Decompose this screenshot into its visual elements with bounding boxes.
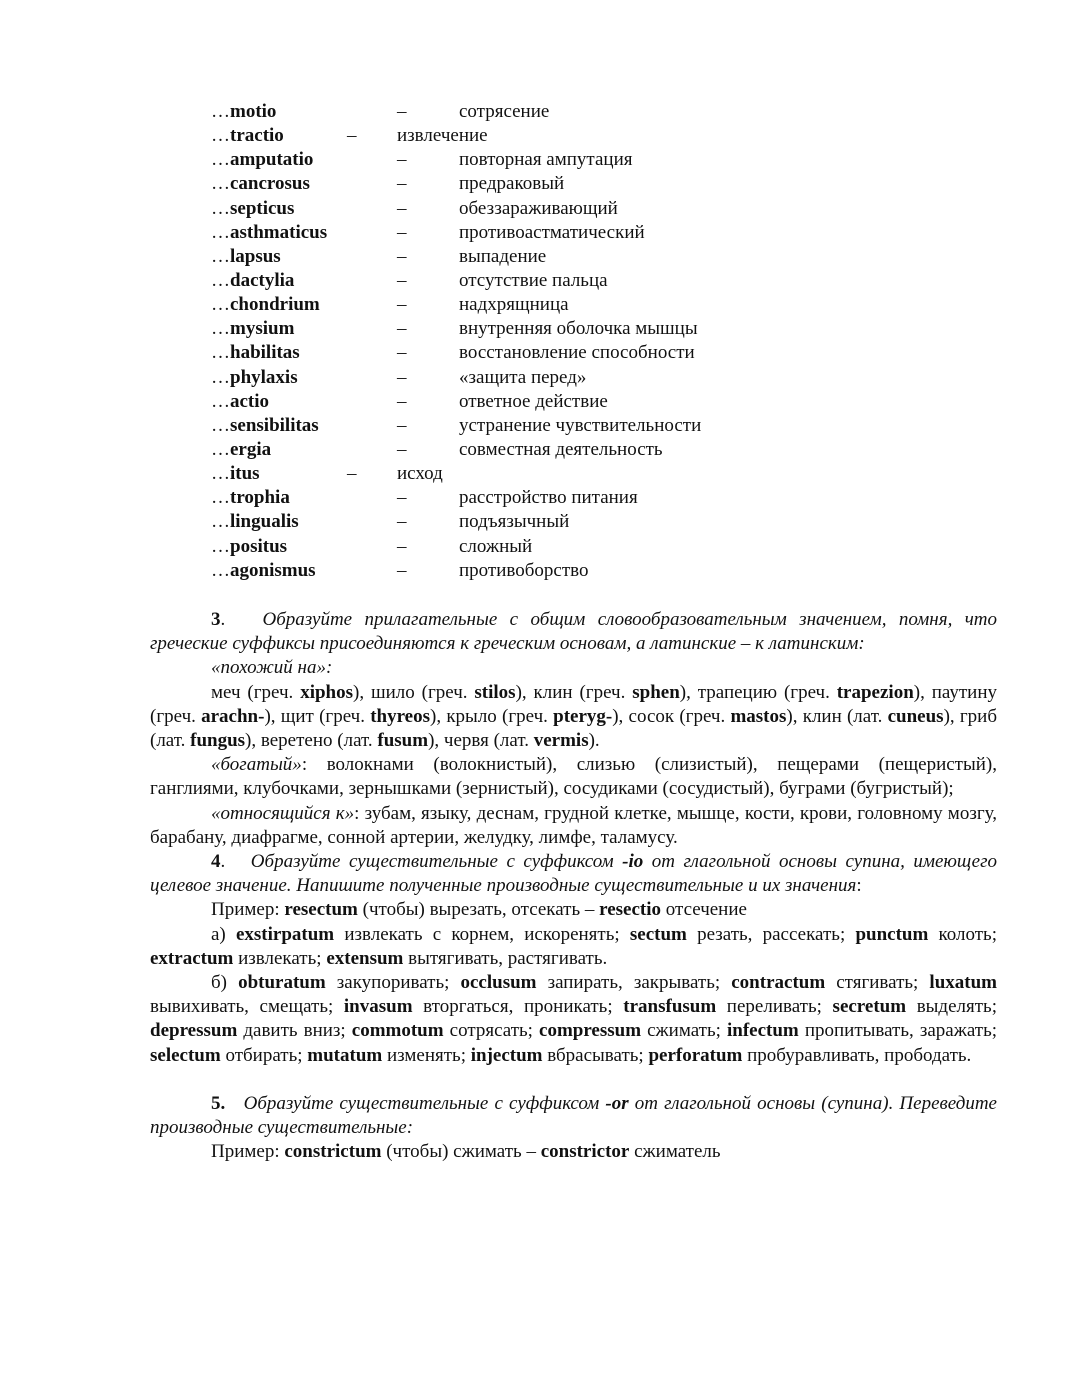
vocab-meaning: расстройство питания [459, 487, 638, 509]
latin-term: vermis [533, 730, 589, 752]
vocab-term: …phylaxis [211, 366, 298, 388]
text-fragment: пробуравливать, прободать. [742, 1044, 972, 1066]
exercise-3-subtask-similar [150, 681, 997, 754]
exercise-3-instructions: Образуйте прилагательные с общим словообразовательным значением, помня, что греческие суффиксы присоединяются к греческим основам, а латинские – к латинским: [150, 609, 998, 655]
vocab-term: …motio [211, 101, 277, 122]
vocab-meaning: повторная ампутация [459, 149, 633, 171]
vocab-meaning: совместная деятельность [459, 438, 663, 460]
text-fragment: Пример: [211, 1141, 285, 1163]
latin-term: sphen [632, 681, 680, 703]
latin-term: depressum [150, 1020, 238, 1042]
text-fragment: сжимать; [641, 1020, 727, 1042]
exercise-4-part-b [150, 971, 997, 1068]
text-fragment: закупоривать; [325, 972, 461, 994]
vocab-row [211, 221, 991, 245]
text-fragment: вбрасывать; [542, 1044, 649, 1066]
latin-term: invasum [343, 996, 413, 1018]
vocab-row [211, 317, 991, 341]
vocab-dash: – [397, 294, 407, 316]
text-fragment: колоть; [928, 923, 997, 945]
vocab-meaning: ответное действие [459, 390, 608, 412]
instruction-text: от глагольной основы (супина). Переведите производные существительные: [150, 1092, 997, 1139]
latin-term: cuneus [887, 705, 944, 727]
text-fragment: вторгаться, проникать; [412, 996, 624, 1018]
vocab-term: …itus [211, 463, 260, 485]
vocab-row [211, 535, 991, 559]
vocab-term: …cancrosus [211, 173, 310, 195]
vocab-meaning: отсутствие пальца [459, 269, 608, 291]
vocab-row [211, 148, 991, 172]
vocab-term: …habilitas [211, 342, 300, 364]
vocab-row [211, 341, 991, 365]
vocab-row [211, 124, 991, 148]
latin-term: punctum [855, 923, 929, 945]
spacer [150, 1068, 997, 1092]
latin-term: infectum [727, 1020, 799, 1042]
vocab-meaning: выпадение [459, 245, 547, 267]
latin-term: resectio [599, 899, 662, 921]
text-fragment: извлекать; [233, 947, 327, 969]
instruction-text: Образуйте существительные с суффиксом [243, 1092, 606, 1114]
vocab-dash: – [397, 535, 407, 557]
text-fragment: ), червя (лат. [428, 730, 534, 752]
latin-term: occlusum [460, 972, 537, 994]
vocab-meaning: внутренняя оболочка мышцы [459, 318, 698, 340]
vocab-term: …tractio [211, 125, 284, 147]
vocab-row [211, 293, 991, 317]
vocab-row [211, 414, 991, 438]
text-fragment: : [856, 875, 862, 897]
text-fragment: вывихивать, смещать; [150, 996, 344, 1018]
latin-term: constrictum [284, 1141, 382, 1163]
latin-term: extensum [326, 947, 404, 969]
text-fragment: б) [211, 972, 239, 994]
vocab-term: …amputatio [211, 149, 314, 171]
vocab-meaning: надхрящница [459, 294, 569, 316]
vocab-dash: – [397, 342, 407, 364]
vocab-row [211, 172, 991, 196]
text-fragment: Пример: [211, 899, 285, 921]
vocab-meaning: сотрясение [459, 101, 550, 122]
text-fragment: ), клин (лат. [786, 705, 888, 727]
text-fragment: ), клин (греч. [515, 681, 633, 703]
text-fragment: ), сосок (греч. [612, 705, 731, 727]
vocab-row [211, 366, 991, 390]
latin-term: mutatum [307, 1044, 383, 1066]
text-fragment: переливать; [716, 996, 833, 1018]
vocab-meaning: сложный [459, 535, 533, 557]
exercise-5-number: 5. [211, 1092, 226, 1114]
latin-term: thyreos [370, 705, 431, 727]
text-fragment: ), шило (греч. [353, 681, 475, 703]
text-fragment: стягивать; [825, 972, 930, 994]
text-fragment: ), щит (греч. [264, 705, 371, 727]
latin-term: fusum [377, 730, 429, 752]
vocab-dash: – [397, 366, 407, 388]
latin-term: compressum [539, 1020, 642, 1042]
latin-term: fungus [190, 730, 246, 752]
vocab-meaning: противоастматический [459, 221, 645, 243]
vocab-row [211, 390, 991, 414]
latin-term: stilos [474, 681, 516, 703]
text-fragment: выделять; [906, 996, 998, 1018]
text-fragment: отсечение [661, 899, 747, 921]
vocab-dash: – [397, 318, 407, 340]
text-fragment: ), паутину (греч. [150, 681, 997, 727]
vocab-row [211, 245, 991, 269]
vocab-dash: – [397, 390, 407, 412]
exercise-4-part-a [150, 923, 997, 971]
vocab-dash: – [397, 414, 407, 436]
vocab-row [211, 269, 991, 293]
text-fragment: ), веретено (лат. [245, 730, 378, 752]
vocab-dash: – [397, 101, 407, 122]
vocab-dash: – [347, 463, 357, 485]
latin-term: xiphos [300, 681, 353, 703]
vocab-dash: – [397, 245, 407, 267]
text-fragment: ), крыло (греч. [430, 705, 554, 727]
vocab-dash: – [397, 487, 407, 509]
exercises [150, 608, 997, 1164]
exercise-5-task [150, 1092, 997, 1140]
suffix: -io [622, 851, 644, 873]
vocab-meaning: подъязычный [459, 511, 570, 533]
text-fragment: (чтобы) вырезать, отсекать – [357, 899, 600, 921]
vocab-meaning: устранение чувствительности [459, 414, 702, 436]
vocab-row [211, 486, 991, 510]
latin-term: perforatum [648, 1044, 743, 1066]
text-fragment: сжиматель [629, 1141, 721, 1163]
vocab-meaning: исход [397, 463, 443, 485]
text-fragment: пропитывать, заражать; [798, 1020, 998, 1042]
vocab-dash: – [397, 197, 407, 219]
vocab-dash: – [397, 438, 407, 460]
exercise-3-task: 3. Образуйте прилагательные с общим словообразовательным значением, помня, что греческие суффиксы присоединяются к греческим основам, а латинские – к латинским: [150, 609, 998, 655]
vocab-term: …agonismus [211, 559, 316, 581]
vocab-row [211, 559, 991, 583]
vocab-term: …lingualis [211, 511, 299, 533]
exercise-3-subtask-rich: «богатый»: волокнами (волокнистый), слизью (слизистый), пещерами (пещеристый), ганглиями, клубочками, зернышками (зернистый), сосудиками (сосудистый), буграми (бугристый); [150, 754, 997, 800]
vocab-row [211, 510, 991, 534]
exercise-3-subtask-relating: «относящийся к»: зубам, языку, деснам, грудной клетке, мышце, кости, крови, головному мозгу, барабану, диафрагме, сонной артерии, желудку, лимфе, таламусу. [150, 802, 997, 848]
vocab-meaning: извлечение [397, 125, 488, 147]
latin-term: obturatum [238, 972, 326, 994]
text-fragment: извлекать с корнем, искоренять; [334, 923, 630, 945]
latin-term: secretum [832, 996, 907, 1018]
vocab-term: …asthmaticus [211, 221, 328, 243]
text-fragment: отбирать; [220, 1044, 308, 1066]
text-fragment: ). [588, 730, 600, 752]
vocab-row [211, 100, 991, 124]
text-fragment: ), трапецию (греч. [679, 681, 837, 703]
latin-term: injectum [470, 1044, 543, 1066]
exercise-5-example [150, 1140, 997, 1164]
vocab-dash: – [397, 559, 407, 581]
text-fragment: давить вниз; [237, 1020, 352, 1042]
instruction-text: от глагольной основы супина, имеющего целевое значение. Напишите полученные производные существительные и их значения [150, 851, 998, 897]
vocab-meaning: восстановление способности [459, 342, 695, 364]
latin-term: arachn- [201, 705, 265, 727]
exercise-4-example [150, 898, 997, 922]
vocab-meaning: противоборство [459, 559, 589, 581]
vocab-term: …lapsus [211, 245, 281, 267]
vocab-term: …chondrium [211, 294, 320, 316]
latin-term: mastos [730, 705, 787, 727]
vocab-dash: – [397, 149, 407, 171]
text-fragment: вытягивать, растягивать. [403, 947, 608, 969]
vocab-dash: – [397, 511, 407, 533]
text-fragment: запирать, закрывать; [536, 972, 732, 994]
latin-term: selectum [150, 1044, 221, 1066]
text-fragment: (чтобы) сжимать – [381, 1141, 541, 1163]
vocab-term: …dactylia [211, 269, 295, 291]
latin-term: extractum [150, 947, 234, 969]
vocab-dash: – [397, 269, 407, 291]
vocab-term: …actio [211, 390, 270, 412]
latin-term: luxatum [929, 972, 997, 994]
exercise-4-task: 4. Образуйте существительные с суффиксом -io от глагольной основы супина, имеющего целевое значение. Напишите полученные производные существительные и их значения: [150, 851, 998, 897]
latin-term: transfusum [623, 996, 717, 1018]
vocab-row [211, 462, 991, 486]
text-fragment: резать, рассекать; [686, 923, 856, 945]
latin-term: constrictor [540, 1141, 630, 1163]
exercise-3-subtask-similar-label: «похожий на»: [211, 657, 333, 679]
exercise-3-number: 3 [211, 609, 221, 630]
vocab-row [211, 438, 991, 462]
vocab-term: …sensibilitas [211, 414, 319, 436]
latin-term: pteryg- [553, 705, 613, 727]
latin-term: sectum [629, 923, 687, 945]
text-fragment: меч (греч. [211, 681, 301, 703]
vocab-term: …septicus [211, 197, 295, 219]
vocabulary-list [211, 100, 991, 583]
latin-term: contractum [731, 972, 826, 994]
vocab-term: …trophia [211, 487, 290, 509]
vocab-meaning: «защита перед» [459, 366, 587, 388]
vocab-meaning: предраковый [459, 173, 565, 195]
latin-term: trapezion [836, 681, 914, 703]
text-fragment: сотрясать; [443, 1020, 540, 1042]
instruction-text: Образуйте существительные с суффиксом [250, 851, 623, 873]
vocab-meaning: обеззараживающий [459, 197, 618, 219]
text-fragment: изменять; [382, 1044, 471, 1066]
vocab-term: …ergia [211, 438, 272, 460]
latin-term: commotum [351, 1020, 444, 1042]
text-fragment: ), гриб (лат. [150, 705, 997, 752]
exercise-4-number: 4 [211, 851, 221, 873]
latin-term: exstirpatum [235, 923, 335, 945]
suffix: -or [605, 1092, 629, 1114]
vocab-dash: – [347, 125, 357, 147]
text-fragment: а) [211, 923, 236, 945]
vocab-dash: – [397, 221, 407, 243]
latin-term: resectum [284, 899, 358, 921]
vocab-term: …positus [211, 535, 288, 557]
vocab-row [211, 197, 991, 221]
vocab-term: …mysium [211, 318, 295, 340]
vocab-dash: – [397, 173, 407, 195]
